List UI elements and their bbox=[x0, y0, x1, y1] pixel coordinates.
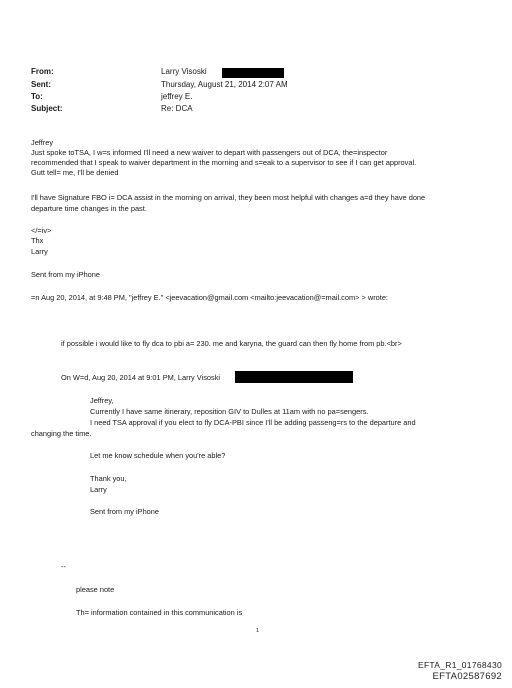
bates-stamp-2: EFTA02587692 bbox=[432, 671, 502, 682]
inner-sent-from-iphone: Sent from my iPhone bbox=[90, 507, 160, 516]
sent-label: Sent: bbox=[31, 80, 51, 89]
inner-greeting: Jeffrey, bbox=[90, 396, 114, 405]
sent-value: Thursday, August 21, 2014 2:07 AM bbox=[161, 80, 288, 89]
inner-line: I need TSA approval if you elect to fly DCA-PBI since I'll be adding passeng=rs to the departure and bbox=[90, 418, 416, 427]
on-wed-line: On W=d, Aug 20, 2014 at 9:01 PM, Larry Visoski bbox=[61, 373, 221, 382]
subject-value: Re: DCA bbox=[161, 104, 193, 113]
info-line: Th= information contained in this communication is bbox=[76, 608, 243, 617]
paragraph-line: recommended that I speak to waiver department in the morning and s=eak to a supervisor to see if I can get approval. bbox=[31, 158, 417, 167]
inner-line: Currently I have same itinerary, reposition GIV to Dulles at 11am with no pa=sengers. bbox=[90, 407, 369, 416]
from-value: Larry Visoski bbox=[161, 67, 207, 76]
paragraph-line: departure time changes in the past. bbox=[31, 204, 147, 213]
jeffrey-message: if possible i would like to fly dca to pbi a= 230. me and karyna, the guard can then fly home from pb.<br> bbox=[61, 339, 402, 348]
redaction-bar bbox=[222, 68, 284, 78]
paragraph-line: I'll have Signature FBO i= DCA assist in the morning on arrival, they been most helpful with changes a=d they have done bbox=[31, 193, 426, 202]
greeting: Jeffrey bbox=[31, 138, 54, 147]
page-number: 1 bbox=[256, 628, 260, 634]
thx: Thx bbox=[31, 236, 44, 245]
please-note: please note bbox=[76, 585, 115, 594]
sent-from-iphone: Sent from my iPhone bbox=[31, 270, 101, 279]
quote-header: =n Aug 20, 2014, at 9:48 PM, "jeffrey E." <jeevacation@gmail.com <mailto:jeevacation@=mail.com> > wrote: bbox=[31, 293, 388, 302]
bates-stamp-1: EFTA_R1_01768430 bbox=[417, 660, 502, 670]
redaction-bar bbox=[235, 371, 353, 383]
inner-line: changing the time. bbox=[31, 429, 92, 438]
paragraph-line: Just spoke toTSA, I w=s informed I'll need a new waiver to depart with passengers out of DCA, the=inspector bbox=[31, 148, 388, 157]
inner-question: Let me know schedule when you're able? bbox=[90, 451, 226, 460]
paragraph-line: Gutt tell= me, I'll be denied bbox=[31, 168, 119, 177]
inner-signoff: Larry bbox=[90, 485, 107, 494]
subject-label: Subject: bbox=[31, 104, 63, 113]
to-label: To: bbox=[31, 92, 43, 101]
div-tag: </=iv> bbox=[31, 226, 52, 235]
to-value: jeffrey E. bbox=[161, 92, 193, 101]
inner-thank: Thank you, bbox=[90, 474, 127, 483]
signoff: Larry bbox=[31, 247, 48, 256]
from-label: From: bbox=[31, 67, 54, 76]
dashes: -- bbox=[61, 562, 66, 571]
